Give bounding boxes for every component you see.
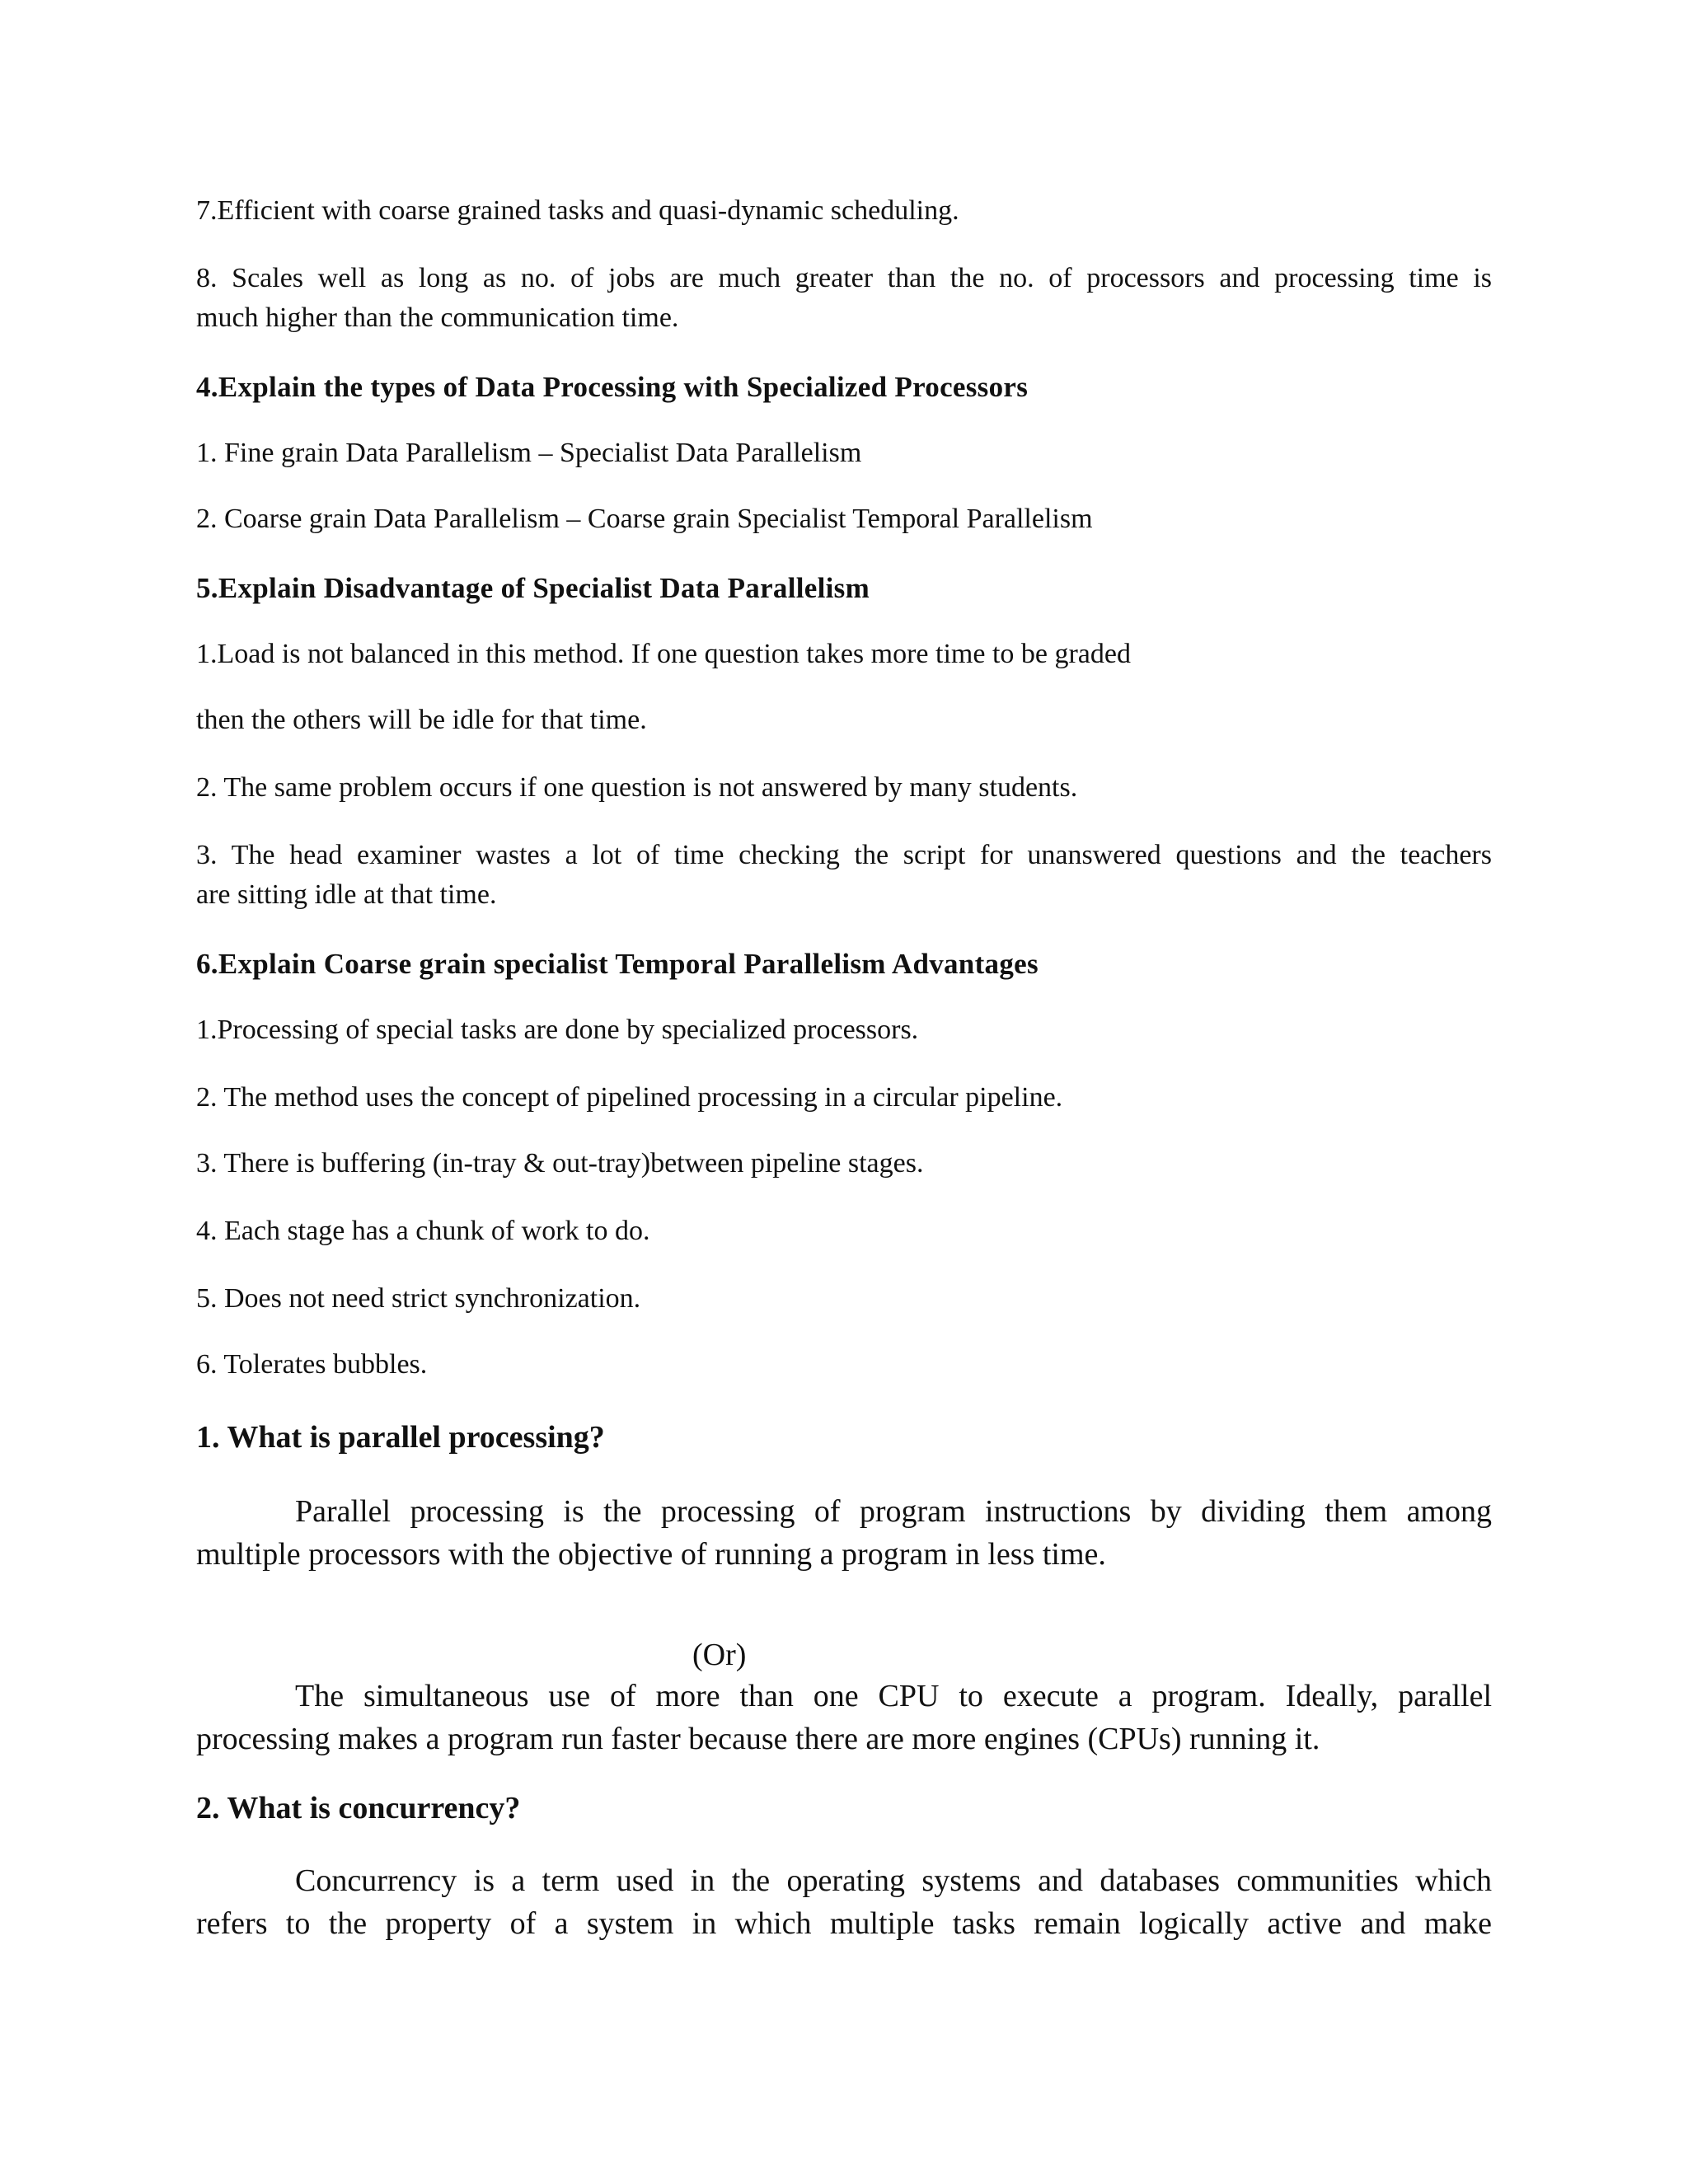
q6-item-3: 3. There is buffering (in-tray & out-tray)between pipeline stages. bbox=[196, 1148, 924, 1179]
question-5-heading: 5.Explain Disadvantage of Specialist Data Parallelism bbox=[196, 572, 870, 604]
q1-answer-line-2: multiple processors with the objective of running a program in less time. bbox=[196, 1537, 1106, 1572]
q5-item-1-line-2: then the others will be idle for that time. bbox=[196, 705, 647, 735]
question-4-heading: 4.Explain the types of Data Processing with Specialized Processors bbox=[196, 371, 1029, 403]
q6-item-1: 1.Processing of special tasks are done by specialized processors. bbox=[196, 1015, 919, 1045]
q4-item-2: 2. Coarse grain Data Parallelism – Coarse grain Specialist Temporal Parallelism bbox=[196, 504, 1093, 534]
document-page bbox=[196, 0, 1492, 2184]
q5-item-1-line-1: 1.Load is not balanced in this method. If one question takes more time to be graded bbox=[196, 639, 1131, 669]
question-1-heading: 1. What is parallel processing? bbox=[196, 1420, 605, 1455]
question-2-heading: 2. What is concurrency? bbox=[196, 1791, 521, 1825]
q2-answer-line-2: refers to the property of a system in which multiple tasks remain logically active and make bbox=[196, 1906, 1492, 1941]
q5-item-2: 2. The same problem occurs if one question is not answered by many students. bbox=[196, 772, 1078, 803]
q5-item-3-line-2: are sitting idle at that time. bbox=[196, 879, 497, 910]
q4-item-1: 1. Fine grain Data Parallelism – Specialist Data Parallelism bbox=[196, 438, 862, 468]
question-6-heading: 6.Explain Coarse grain specialist Temporal Parallelism Advantages bbox=[196, 948, 1039, 980]
q1-alt-answer-line-1: The simultaneous use of more than one CPU to execute a program. Ideally, parallel bbox=[295, 1679, 1492, 1713]
or-separator: (Or) bbox=[692, 1638, 747, 1672]
q1-alt-answer-line-2: processing makes a program run faster because there are more engines (CPUs) running it. bbox=[196, 1722, 1320, 1756]
q6-item-2: 2. The method uses the concept of pipelined processing in a circular pipeline. bbox=[196, 1082, 1063, 1113]
q2-answer-line-1: Concurrency is a term used in the operating systems and databases communities which bbox=[295, 1863, 1492, 1898]
q6-item-6: 6. Tolerates bubbles. bbox=[196, 1349, 428, 1380]
list-item-7: 7.Efficient with coarse grained tasks and quasi-dynamic scheduling. bbox=[196, 195, 959, 226]
list-item-8-line-1: 8. Scales well as long as no. of jobs are much greater than the no. of processors and processing time is bbox=[196, 263, 1492, 293]
q5-item-3-line-1: 3. The head examiner wastes a lot of time checking the script for unanswered questions and the teachers bbox=[196, 840, 1492, 870]
q6-item-4: 4. Each stage has a chunk of work to do. bbox=[196, 1216, 650, 1246]
q6-item-5: 5. Does not need strict synchronization. bbox=[196, 1283, 641, 1314]
q1-answer-line-1: Parallel processing is the processing of program instructions by dividing them among bbox=[295, 1494, 1492, 1529]
list-item-8-line-2: much higher than the communication time. bbox=[196, 302, 679, 333]
